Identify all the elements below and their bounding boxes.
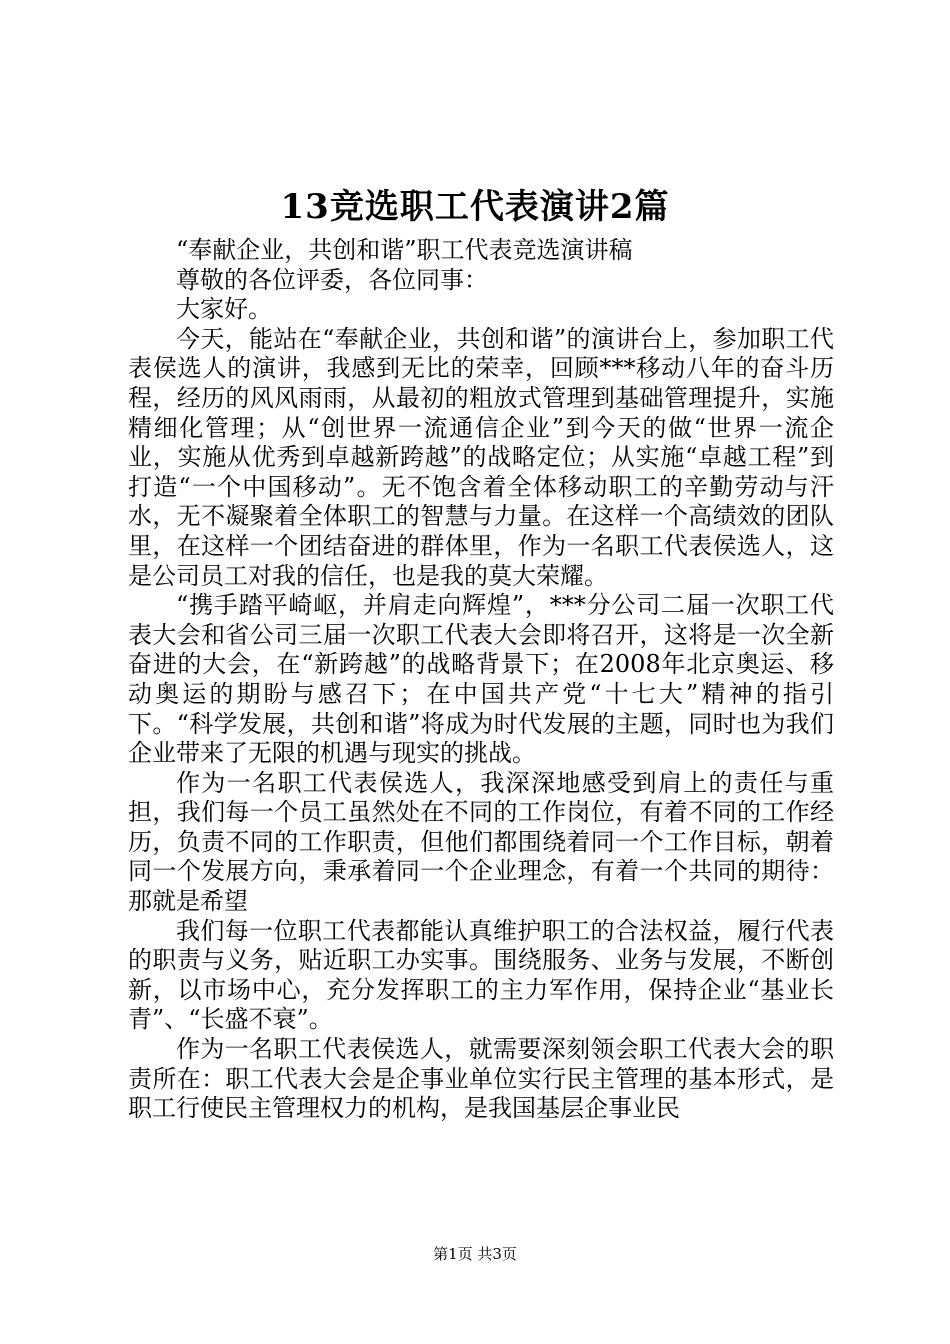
paragraph-greeting: 大家好。 — [176, 295, 272, 324]
document-title: 13竞选职工代表演讲2篇 — [280, 187, 670, 227]
paragraph-subtitle: “奉献企业，共创和谐”职工代表竞选演讲稿 — [176, 236, 633, 264]
document-body — [128, 236, 834, 1124]
paragraph-salutation: 尊敬的各位评委，各位同事： — [176, 265, 488, 294]
paragraph: 作为一名职工代表侯选人，就需要深刻领会职工代表大会的职责所在：职工代表大会是企事业单位实行民主管理的基本形式，是职工行使民主管理权力的机构，是我国基层企事业民 — [128, 1035, 834, 1123]
paragraph: 今天，能站在“奉献企业，共创和谐”的演讲台上，参加职工代表侯选人的演讲，我感到无比的荣幸，回顾***移动八年的奋斗历程，经历的风风雨雨，从最初的粗放式管理到基础管理提升，实施精细化管理；从“创世界一流通信企业”到今天的做“世界一流企业，实施从优秀到卓越新跨越”的战略定位；从实施“卓越工程”到打造“一个中国移动”。无不饱含着全体移动职工的辛勤劳动与汗水，无不凝聚着全体职工的智慧与力量。在这样一个高绩效的团队里，在这样一个团结奋进的群体里，作为一名职工代表侯选人，这是公司员工对我的信任，也是我的莫大荣耀。 — [128, 324, 834, 590]
page-number: 第1页 共3页 — [433, 1245, 517, 1263]
paragraph: 作为一名职工代表侯选人，我深深地感受到肩上的责任与重担，我们每一个员工虽然处在不同的工作岗位，有着不同的工作经历，负责不同的工作职责，但他们都围绕着同一个工作目标，朝着同一个发展方向，秉承着同一个企业理念，有着一个共同的期待：那就是希望 — [128, 768, 834, 916]
paragraph: “携手踏平崎岖，并肩走向辉煌”，***分公司二届一次职工代表大会和省公司三届一次职工代表大会即将召开，这将是一次全新奋进的大会，在“新跨越”的战略背景下；在2008年北京奥运、移动奥运的期盼与感召下；在中国共产党“十七大”精神的指引下。“科学发展，共创和谐”将成为时代发展的主题，同时也为我们企业带来了无限的机遇与现实的挑战。 — [128, 591, 834, 768]
paragraph: 我们每一位职工代表都能认真维护职工的合法权益，履行代表的职责与义务，贴近职工办实事。围绕服务、业务与发展，不断创新，以市场中心，充分发挥职工的主力军作用，保持企业“基业长青”、“长盛不衰”。 — [128, 916, 834, 1034]
